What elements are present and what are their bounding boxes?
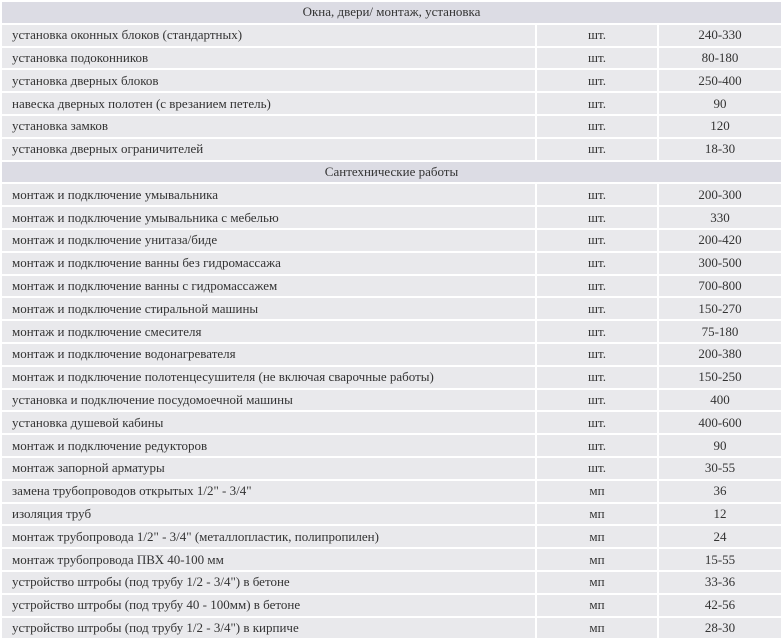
table-row (1, 480, 781, 503)
table-row (1, 69, 781, 92)
unit-cell: шт. (536, 252, 658, 275)
table-row (1, 115, 781, 138)
unit-cell: шт. (536, 434, 658, 457)
price-cell: 18-30 (658, 138, 781, 161)
table-row (1, 183, 781, 206)
price-cell: 150-250 (658, 366, 781, 389)
service-name-cell: монтаж и подключение умывальника (1, 183, 536, 206)
unit-cell: шт. (536, 275, 658, 298)
table-row (1, 457, 781, 480)
unit-cell: мп (536, 548, 658, 571)
service-name-cell: монтаж и подключение ванны без гидромассажа (1, 252, 536, 275)
price-cell: 200-420 (658, 229, 781, 252)
table-row (1, 24, 781, 47)
section-header (1, 161, 781, 184)
section-title: Сантехнические работы (1, 161, 781, 184)
table-row (1, 617, 781, 640)
service-name-cell: монтаж и подключение редукторов (1, 434, 536, 457)
service-name-cell: устройство штробы (под трубу 1/2 - 3/4") в бетоне (1, 571, 536, 594)
service-name-cell: монтаж и подключение ванны с гидромассажем (1, 275, 536, 298)
price-cell: 12 (658, 503, 781, 526)
unit-cell: шт. (536, 47, 658, 70)
unit-cell: мп (536, 503, 658, 526)
table-row (1, 343, 781, 366)
unit-cell: шт. (536, 297, 658, 320)
price-cell: 400 (658, 389, 781, 412)
table-row (1, 47, 781, 70)
table-row (1, 275, 781, 298)
unit-cell: шт. (536, 229, 658, 252)
price-cell: 200-300 (658, 183, 781, 206)
price-cell: 240-330 (658, 24, 781, 47)
unit-cell: шт. (536, 115, 658, 138)
unit-cell: шт. (536, 411, 658, 434)
table-row (1, 252, 781, 275)
section-title: Окна, двери/ монтаж, установка (1, 1, 781, 24)
price-cell: 300-500 (658, 252, 781, 275)
service-name-cell: монтаж трубопровода 1/2" - 3/4" (металлопластик, полипропилен) (1, 525, 536, 548)
service-name-cell: установка душевой кабины (1, 411, 536, 434)
table-row (1, 411, 781, 434)
table-row (1, 571, 781, 594)
service-name-cell: установка дверных ограничителей (1, 138, 536, 161)
price-cell: 33-36 (658, 571, 781, 594)
unit-cell: мп (536, 594, 658, 617)
table-row (1, 229, 781, 252)
service-name-cell: изоляция труб (1, 503, 536, 526)
price-cell: 330 (658, 206, 781, 229)
service-name-cell: навеска дверных полотен (с врезанием петель) (1, 92, 536, 115)
price-cell: 42-56 (658, 594, 781, 617)
service-name-cell: монтаж и подключение стиральной машины (1, 297, 536, 320)
service-name-cell: замена трубопроводов открытых 1/2" - 3/4" (1, 480, 536, 503)
unit-cell: шт. (536, 320, 658, 343)
table-row (1, 206, 781, 229)
price-cell: 400-600 (658, 411, 781, 434)
price-cell: 36 (658, 480, 781, 503)
table-row (1, 366, 781, 389)
unit-cell: шт. (536, 138, 658, 161)
table-row (1, 92, 781, 115)
table-row (1, 434, 781, 457)
service-name-cell: установка оконных блоков (стандартных) (1, 24, 536, 47)
section-header (1, 1, 781, 24)
service-name-cell: установка дверных блоков (1, 69, 536, 92)
unit-cell: шт. (536, 24, 658, 47)
price-cell: 150-270 (658, 297, 781, 320)
price-cell: 80-180 (658, 47, 781, 70)
service-name-cell: монтаж и подключение водонагревателя (1, 343, 536, 366)
unit-cell: мп (536, 480, 658, 503)
table-row (1, 503, 781, 526)
unit-cell: шт. (536, 183, 658, 206)
service-name-cell: установка подоконников (1, 47, 536, 70)
unit-cell: шт. (536, 366, 658, 389)
service-name-cell: монтаж и подключение унитаза/биде (1, 229, 536, 252)
unit-cell: шт. (536, 92, 658, 115)
service-name-cell: монтаж и подключение полотенцесушителя (не включая сварочные работы) (1, 366, 536, 389)
unit-cell: мп (536, 617, 658, 640)
table-row (1, 525, 781, 548)
unit-cell: шт. (536, 343, 658, 366)
unit-cell: шт. (536, 206, 658, 229)
service-name-cell: монтаж запорной арматуры (1, 457, 536, 480)
service-name-cell: устройство штробы (под трубу 1/2 - 3/4") в кирпиче (1, 617, 536, 640)
price-cell: 90 (658, 434, 781, 457)
price-cell: 28-30 (658, 617, 781, 640)
price-cell: 75-180 (658, 320, 781, 343)
unit-cell: мп (536, 571, 658, 594)
unit-cell: мп (536, 525, 658, 548)
table-row (1, 320, 781, 343)
service-name-cell: монтаж трубопровода ПВХ 40-100 мм (1, 548, 536, 571)
price-cell: 30-55 (658, 457, 781, 480)
table-row (1, 138, 781, 161)
service-name-cell: монтаж и подключение умывальника с мебелью (1, 206, 536, 229)
price-cell: 15-55 (658, 548, 781, 571)
service-name-cell: установка замков (1, 115, 536, 138)
table-row (1, 297, 781, 320)
unit-cell: шт. (536, 457, 658, 480)
price-cell: 200-380 (658, 343, 781, 366)
unit-cell: шт. (536, 389, 658, 412)
price-table-body (1, 1, 781, 639)
table-row (1, 389, 781, 412)
service-name-cell: монтаж и подключение смесителя (1, 320, 536, 343)
unit-cell: шт. (536, 69, 658, 92)
price-cell: 250-400 (658, 69, 781, 92)
service-name-cell: установка и подключение посудомоечной машины (1, 389, 536, 412)
price-cell: 24 (658, 525, 781, 548)
price-cell: 120 (658, 115, 781, 138)
price-cell: 700-800 (658, 275, 781, 298)
service-name-cell: устройство штробы (под трубу 40 - 100мм) в бетоне (1, 594, 536, 617)
price-cell: 90 (658, 92, 781, 115)
table-row (1, 548, 781, 571)
table-row (1, 594, 781, 617)
